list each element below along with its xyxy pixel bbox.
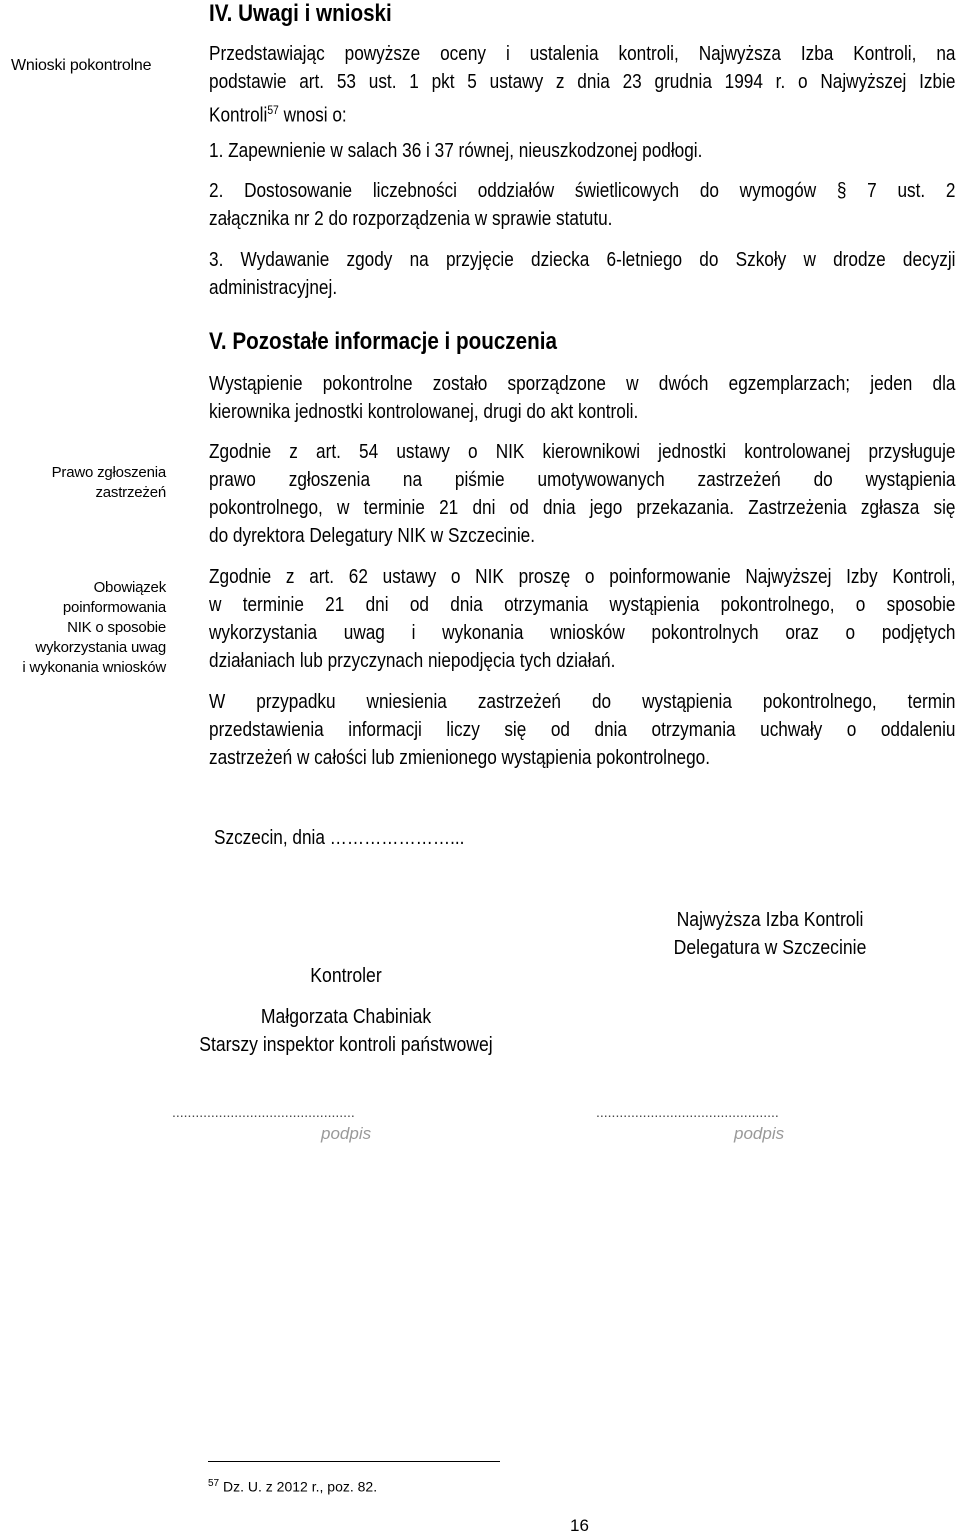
signature-right-institution	[585, 906, 955, 962]
page-number-text: 16	[570, 1516, 589, 1535]
footnote-number: 57	[208, 1478, 220, 1489]
v-p2-line-1-text: Zgodnie z art. 54 ustawy o NIK kierownikowi jednostki kontrolowanej przysługuje	[209, 441, 956, 463]
intro-line-3	[209, 96, 369, 130]
item-1-text: 1. Zapewnienie w salach 36 i 37 równej, nieuszkodzonej podłogi.	[209, 140, 703, 162]
item-3-line-2	[209, 274, 358, 302]
section-v-heading	[209, 327, 614, 357]
v-p2-line-4-text: do dyrektora Delegatury NIK w Szczecinie.	[209, 525, 535, 547]
v-p1-line-1-text: Wystąpienie pokontrolne zostało sporządzone w dwóch egzemplarzach; jeden dla	[209, 373, 956, 395]
section-iv-heading-text: IV. Uwagi i wnioski	[209, 0, 392, 27]
footnote-text: Dz. U. z 2012 r., poz. 82.	[219, 1478, 378, 1495]
footnote-ref-57: 57	[267, 103, 279, 117]
v-p4-line-3	[209, 744, 792, 772]
v-p2-line-4	[209, 522, 588, 550]
v-p3-line-4	[209, 647, 682, 675]
v-p2-line-1	[209, 438, 960, 466]
v-p3-line-4-text: działaniach lub przyczynach niepodjęcia tych działań.	[209, 650, 616, 672]
v-p3-line-3-text: wykorzystania uwag i wykonania wniosków pokontrolnych oraz o podjętych	[209, 622, 956, 644]
margin-note-obowiazek	[0, 578, 166, 678]
v-p1-line-2-text: kierownika jednostki kontrolowanej, drugi do akt kontroli.	[209, 401, 639, 423]
item-2-line-1	[209, 177, 960, 205]
v-p2-line-2-text: prawo zgłoszenia na piśmie umotywowanych zastrzeżeń do wystąpienia	[209, 469, 956, 491]
signature-right-dots: ...............................................	[596, 1104, 779, 1120]
signature-left-role: Kontroler	[310, 965, 382, 987]
signature-left-block	[161, 962, 531, 990]
v-p4-line-2-text: przedstawienia informacji liczy się od dnia otrzymania uchwały o oddaleniu	[209, 719, 956, 741]
place-date	[214, 824, 505, 852]
v-p2-line-3-text: pokontrolnego, w terminie 21 dni od dnia jego przekazania. Zastrzeżenia zgłasza się	[209, 497, 956, 519]
intro-line-2-text: podstawie art. 53 ust. 1 pkt 5 ustawy z dnia 23 grudnia 1994 r. o Najwyższej Izbie	[209, 71, 956, 93]
signature-right-podpis-text: podpis	[734, 1124, 785, 1143]
signature-left-podpis	[321, 1124, 371, 1144]
margin-note-line: i wykonania wniosków	[22, 659, 166, 676]
signature-right-line-2: Delegatura w Szczecinie	[673, 937, 867, 959]
margin-note-line: Obowiązek	[93, 579, 166, 596]
intro-line-2	[209, 68, 960, 96]
intro-line-3-post: wnosi o:	[278, 104, 347, 127]
item-2-line-2-text: załącznika nr 2 do rozporządzenia w sprawie statutu.	[209, 208, 613, 230]
item-2-line-1-text: 2. Dostosowanie liczebności oddziałów świetlicowych do wymogów § 7 ust. 2	[209, 180, 956, 202]
signature-left-dots: ...............................................	[172, 1104, 355, 1120]
v-p4-line-1	[209, 688, 960, 716]
v-p4-line-1-text: W przypadku wniesienia zastrzeżeń do wystąpienia pokontrolnego, termin	[209, 691, 956, 713]
v-p3-line-2-text: w terminie 21 dni od dnia otrzymania wystąpienia pokontrolnego, o sposobie	[209, 594, 956, 616]
signature-right-line	[596, 1104, 779, 1120]
v-p2-line-2	[209, 466, 960, 494]
signature-left-name-block	[161, 1003, 531, 1059]
margin-note-line: Prawo zgłoszenia	[51, 464, 166, 481]
margin-note-wnioski-text: Wnioski pokontrolne	[11, 57, 152, 74]
margin-note-line: zastrzeżeń	[95, 484, 166, 501]
v-p1-line-2	[209, 398, 708, 426]
item-3-line-2-text: administracyjnej.	[209, 277, 338, 299]
v-p4-line-3-text: zastrzeżeń w całości lub zmienionego wystąpienia pokontrolnego.	[209, 747, 711, 769]
signature-right-line-1: Najwyższa Izba Kontroli	[676, 909, 864, 931]
item-1	[209, 137, 783, 165]
v-p3-line-1-text: Zgodnie z art. 62 ustawy o NIK proszę o poinformowanie Najwyższej Izby Kontroli,	[209, 566, 956, 588]
signature-left-title: Starszy inspektor kontroli państwowej	[199, 1034, 493, 1056]
margin-note-line: wykorzystania uwag	[35, 639, 166, 656]
section-v-heading-text: V. Pozostałe informacje i pouczenia	[209, 328, 557, 355]
margin-note-line: poinformowania	[62, 599, 166, 616]
signature-left-line	[172, 1104, 355, 1120]
item-3-line-1-text: 3. Wydawanie zgody na przyjęcie dziecka 6-letniego do Szkoły w drodze decyzji	[209, 249, 956, 271]
margin-note-prawo	[0, 463, 166, 503]
footnote	[208, 1475, 377, 1496]
v-p3-line-3	[209, 619, 960, 647]
place-date-text: Szczecin, dnia …………………...	[214, 827, 465, 849]
intro-line-3-wrap	[209, 96, 347, 130]
intro-line-1	[209, 40, 960, 68]
v-p1-line-1	[209, 370, 960, 398]
intro-line-3-pre: Kontroli	[209, 104, 268, 127]
signature-left-podpis-text: podpis	[321, 1124, 372, 1143]
item-2-line-2	[209, 205, 678, 233]
v-p3-line-1	[209, 563, 960, 591]
section-iv-heading	[209, 0, 422, 29]
footnote-separator	[208, 1461, 500, 1462]
v-p3-line-2	[209, 591, 960, 619]
page-number	[570, 1516, 589, 1536]
margin-note-line: NIK o sposobie	[67, 619, 166, 636]
signature-left-name: Małgorzata Chabiniak	[260, 1006, 432, 1028]
item-3-line-1	[209, 246, 960, 274]
v-p2-line-3	[209, 494, 960, 522]
signature-right-podpis	[734, 1124, 784, 1144]
margin-note-wnioski	[11, 56, 151, 76]
intro-line-1-text: Przedstawiając powyższe oceny i ustalenia kontroli, Najwyższa Izba Kontroli, na	[209, 43, 956, 65]
v-p4-line-2	[209, 716, 960, 744]
